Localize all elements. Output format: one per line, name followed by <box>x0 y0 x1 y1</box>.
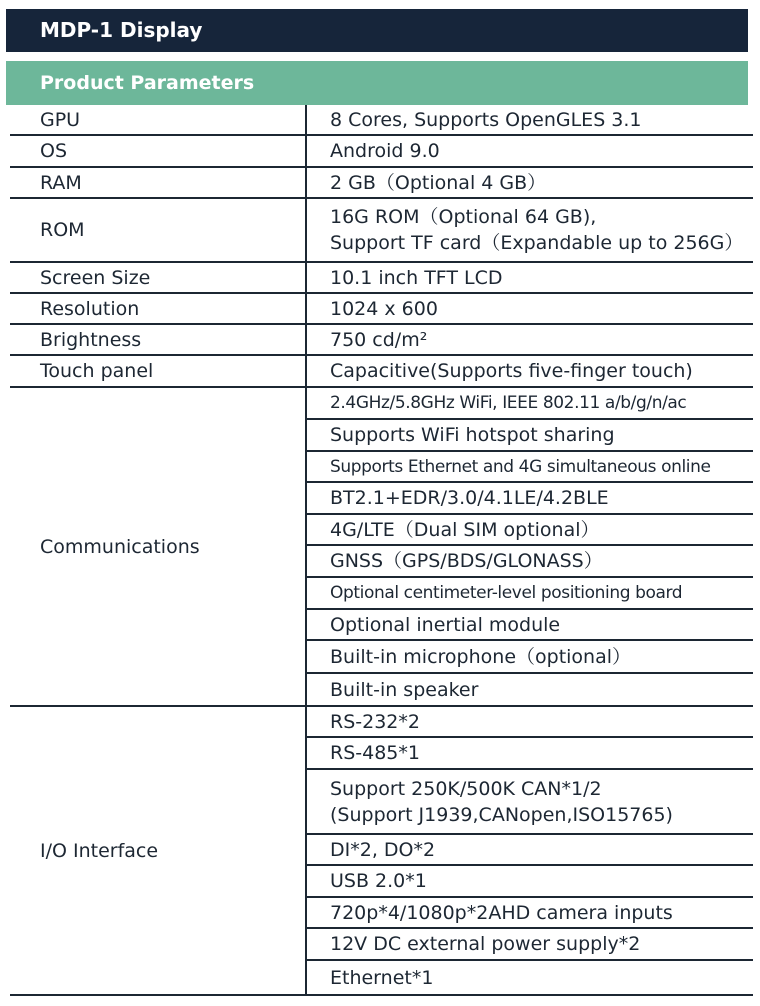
param-value: USB 2.0*1 <box>330 870 427 892</box>
param-value: Built-in microphone（optional） <box>330 645 632 668</box>
param-label: Touch panel <box>40 360 154 382</box>
param-value: Ethernet*1 <box>330 966 434 989</box>
param-label: GPU <box>40 109 81 131</box>
param-label: Communications <box>40 535 200 558</box>
param-value: 4G/LTE（Dual SIM optional） <box>330 518 600 541</box>
param-value: BT2.1+EDR/3.0/4.1LE/4.2BLE <box>330 487 609 509</box>
param-value: 1024 x 600 <box>330 297 438 320</box>
param-label: I/O Interface <box>40 839 159 862</box>
param-value: 10.1 inch TFT LCD <box>330 266 503 289</box>
page-title: MDP-1 Display <box>6 9 748 52</box>
param-value-line-2: (Support J1939,CANopen,ISO15765) <box>330 803 673 826</box>
param-value: Built-in speaker <box>330 678 479 701</box>
param-label: Resolution <box>40 297 140 320</box>
param-label: Brightness <box>40 328 142 351</box>
spec-table <box>0 105 760 995</box>
param-value: 12V DC external power supply*2 <box>330 933 641 955</box>
param-value: Capacitive(Supports five-finger touch) <box>330 360 693 382</box>
param-value-line-1: Support 250K/500K CAN*1/2 <box>330 777 602 800</box>
param-value: Supports WiFi hotspot sharing <box>330 424 615 446</box>
param-value: 720p*4/1080p*2AHD camera inputs <box>330 901 673 924</box>
param-value <box>307 198 753 262</box>
param-label: OS <box>40 140 68 162</box>
row-divider <box>10 994 753 996</box>
param-label: ROM <box>40 219 85 241</box>
param-label: RAM <box>40 171 82 194</box>
param-value: 2 GB（Optional 4 GB） <box>330 171 547 194</box>
param-value: Optional centimeter-level positioning board <box>330 583 683 603</box>
section-title: Product Parameters <box>6 61 748 105</box>
param-value-line-2: Support TF card（Expandable up to 256G） <box>330 232 744 254</box>
param-value: Android 9.0 <box>330 140 440 162</box>
param-value: 2.4GHz/5.8GHz WiFi, IEEE 802.11 a/b/g/n/ac <box>330 393 687 413</box>
param-value: GNSS（GPS/BDS/GLONASS） <box>330 550 603 572</box>
param-value: 8 Cores, Supports OpenGLES 3.1 <box>330 109 642 131</box>
column-divider <box>305 105 307 995</box>
param-value: DI*2, DO*2 <box>330 838 436 861</box>
param-value: Supports Ethernet and 4G simultaneous online <box>330 456 711 477</box>
param-value: Optional inertial module <box>330 613 561 636</box>
param-value: 750 cd/m² <box>330 328 428 351</box>
param-value-line-1: 16G ROM（Optional 64 GB), <box>330 206 597 228</box>
param-value <box>307 769 753 834</box>
param-label: Screen Size <box>40 266 151 289</box>
param-value: RS-232*2 <box>330 710 420 733</box>
param-value: RS-485*1 <box>330 742 420 764</box>
